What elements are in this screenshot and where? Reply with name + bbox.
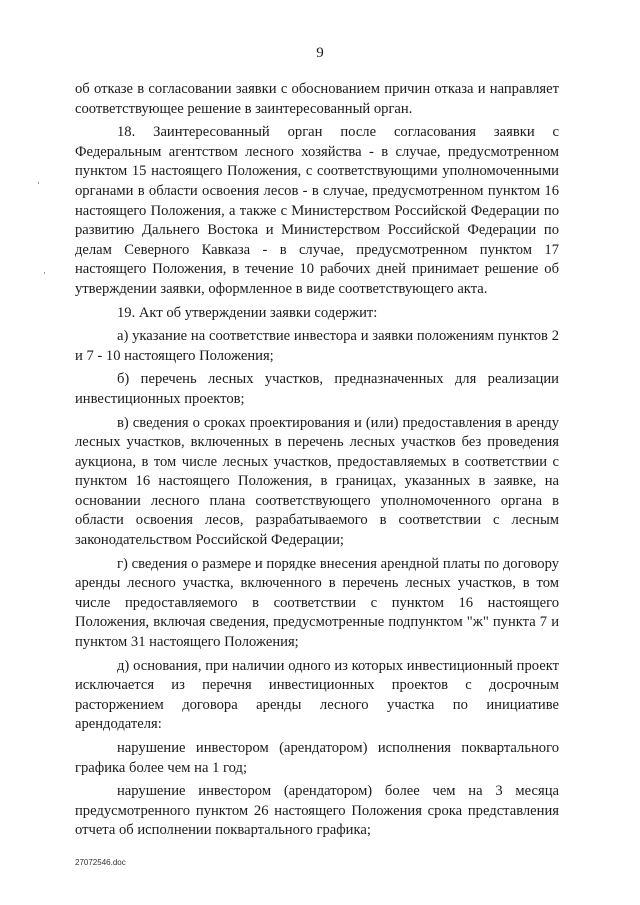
margin-mark bbox=[38, 182, 39, 184]
paragraph-subitem-a: а) указание на соответствие инвестора и заявки положениям пунктов 2 и 7 - 10 настоящего Положения; bbox=[75, 328, 559, 364]
paragraph-item-18: 18. Заинтересованный орган после согласования заявки с Федеральным агентством лесного хозяйства - в случае, предусмотренном пунктом 15 настоящего Положения, с соответствующими уполномоченными органами в области освоения лесов - в случае, предусмотренном пунктом 16 настоящего Положения, а также с Министерством Российской Федерации по развитию Дальнего Востока и Министерством Российской Федерации по делам Северного Кавказа - в случае, предусмотренном пунктом 17 настоящего Положения, в течение 10 рабочих дней принимает решение об утверждении заявки, оформленное в виде соответствующего акта. bbox=[75, 124, 559, 297]
paragraph-violation-2: нарушение инвестором (арендатором) более чем на 3 месяца предусмотренного пунктом 26 настоящего Положения срока представления отчета об исполнении поквартального графика; bbox=[75, 783, 559, 839]
paragraph-subitem-v: в) сведения о сроках проектирования и (или) предоставления в аренду лесных участков, включенных в перечень лесных участков без проведения аукциона, в том числе лесных участков, предоставляемых в соответствии с пунктом 16 настоящего Положения, в границах, указанных в заявке, на основании лесного плана соответствующего уполномоченного органа в области освоения лесов, разрабатываемого в соответствии с лесным законодательством Российской Федерации; bbox=[75, 414, 559, 549]
paragraph-continuation: об отказе в согласовании заявки с обоснованием причин отказа и направляет соответствующее решение в заинтересованный орган. bbox=[75, 81, 559, 117]
paragraph-item-19: 19. Акт об утверждении заявки содержит: bbox=[117, 304, 378, 321]
paragraph-violation-1: нарушение инвестором (арендатором) исполнения поквартального графика более чем на 1 год; bbox=[75, 740, 559, 776]
paragraph-subitem-b: б) перечень лесных участков, предназначенных для реализации инвестиционных проектов; bbox=[75, 371, 559, 407]
paragraph-subitem-g: г) сведения о размере и порядке внесения арендной платы по договору аренды лесного участка, включенного в перечень лесных участков, в том числе предоставляемого в соответствии с пунктом 16 настоящего Положения, включая сведения, предусмотренные подпунктом "ж" пункта 7 и пунктом 31 настоящего Положения; bbox=[75, 555, 559, 651]
document-body bbox=[75, 80, 559, 841]
margin-mark bbox=[44, 272, 45, 274]
paragraph-subitem-d: д) основания, при наличии одного из которых инвестиционный проект исключается из перечня инвестиционных проектов с досрочным расторжением договора аренды лесного участка по инициативе арендодателя: bbox=[75, 657, 559, 733]
page-number: 9 bbox=[316, 45, 324, 61]
document-footer-code: 27072546.doc bbox=[75, 858, 126, 867]
